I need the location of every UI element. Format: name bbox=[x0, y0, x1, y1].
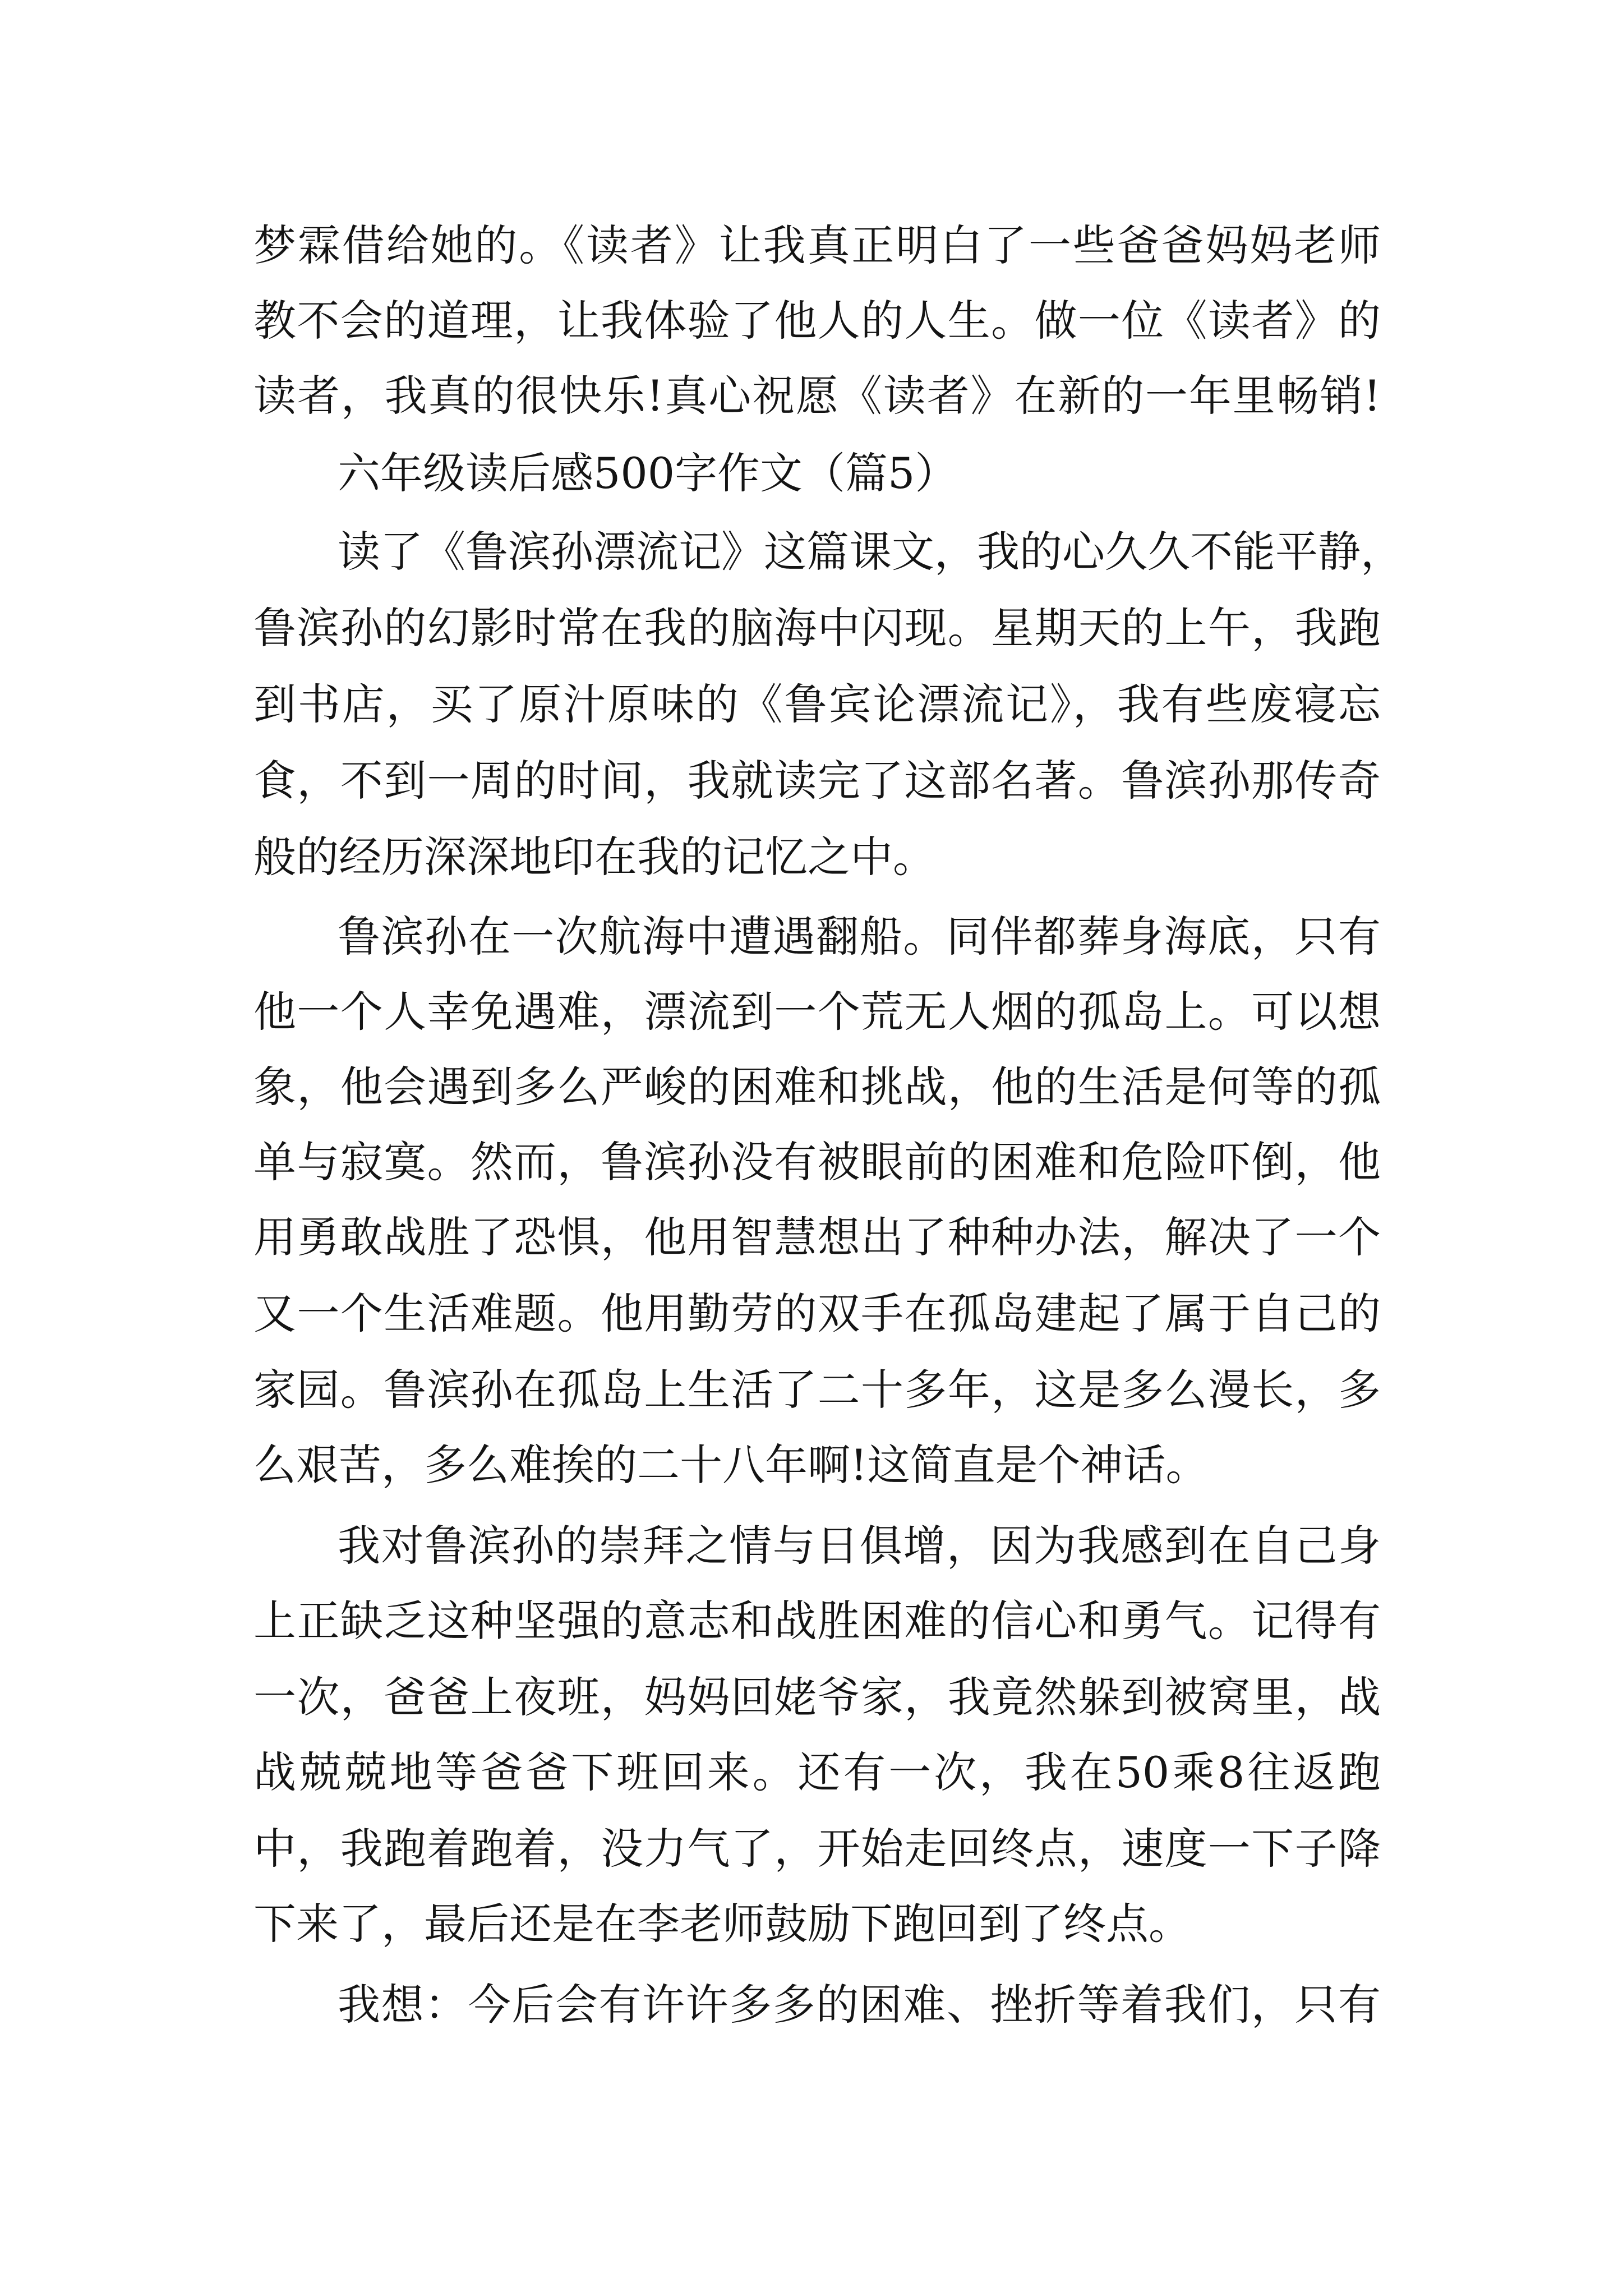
section-heading: 六年级读后感500字作文（篇5） bbox=[338, 448, 958, 498]
paragraph-line: 他一个人幸免遇难，漂流到一个荒无人烟的孤岛上。可以想 bbox=[253, 987, 1381, 1037]
paragraph-line: 读了《鲁滨孙漂流记》这篇课文，我的心久久不能平静， bbox=[338, 527, 1403, 577]
paragraph-line: 用勇敢战胜了恐惧，他用智慧想出了种种办法，解决了一个 bbox=[253, 1212, 1381, 1262]
paragraph-line: 下来了，最后还是在李老师鼓励下跑回到了终点。 bbox=[253, 1899, 1191, 1949]
paragraph-line: 家园。鲁滨孙在孤岛上生活了二十多年，这是多么漫长，多 bbox=[253, 1365, 1381, 1415]
paragraph-line: 食，不到一周的时间，我就读完了这部名著。鲁滨孙那传奇 bbox=[253, 756, 1381, 806]
paragraph-line: 中，我跑着跑着，没力气了，开始走回终点，速度一下子降 bbox=[253, 1824, 1381, 1874]
paragraph-line: 单与寂寞。然而，鲁滨孙没有被眼前的困难和危险吓倒，他 bbox=[253, 1137, 1381, 1187]
paragraph-line: 我对鲁滨孙的崇拜之情与日俱增，因为我感到在自己身 bbox=[338, 1521, 1381, 1571]
paragraph-line: 教不会的道理，让我体验了他人的人生。做一位《读者》的 bbox=[253, 296, 1381, 346]
paragraph-line: 鲁滨孙在一次航海中遭遇翻船。同伴都葬身海底，只有 bbox=[338, 912, 1381, 961]
paragraph-line: 战兢兢地等爸爸下班回来。还有一次，我在50乘8往返跑 bbox=[253, 1747, 1381, 1797]
paragraph-line: 象，他会遇到多么严峻的困难和挑战，他的生活是何等的孤 bbox=[253, 1062, 1381, 1112]
paragraph-line: 梦霖借给她的。《读者》让我真正明白了一些爸爸妈妈老师 bbox=[253, 220, 1381, 270]
paragraph-line: 般的经历深深地印在我的记忆之中。 bbox=[253, 832, 935, 882]
paragraph-line: 么艰苦，多么难挨的二十八年啊!这简直是个神话。 bbox=[253, 1440, 1209, 1490]
paragraph-line: 又一个生活难题。他用勤劳的双手在孤岛建起了属于自己的 bbox=[253, 1289, 1381, 1338]
paragraph-line: 到书店，买了原汁原味的《鲁宾论漂流记》，我有些废寝忘 bbox=[253, 679, 1381, 729]
paragraph-line: 一次，爸爸上夜班，妈妈回姥爷家，我竟然躲到被窝里，战 bbox=[253, 1672, 1381, 1722]
paragraph-line: 我想：今后会有许许多多的困难、挫折等着我们，只有 bbox=[338, 1980, 1381, 2030]
paragraph-line: 读者，我真的很快乐!真心祝愿《读者》在新的一年里畅销! bbox=[253, 371, 1381, 421]
paragraph-line: 鲁滨孙的幻影时常在我的脑海中闪现。星期天的上午，我跑 bbox=[253, 603, 1381, 653]
paragraph-line: 上正缺乏这种坚强的意志和战胜困难的信心和勇气。记得有 bbox=[253, 1596, 1381, 1646]
